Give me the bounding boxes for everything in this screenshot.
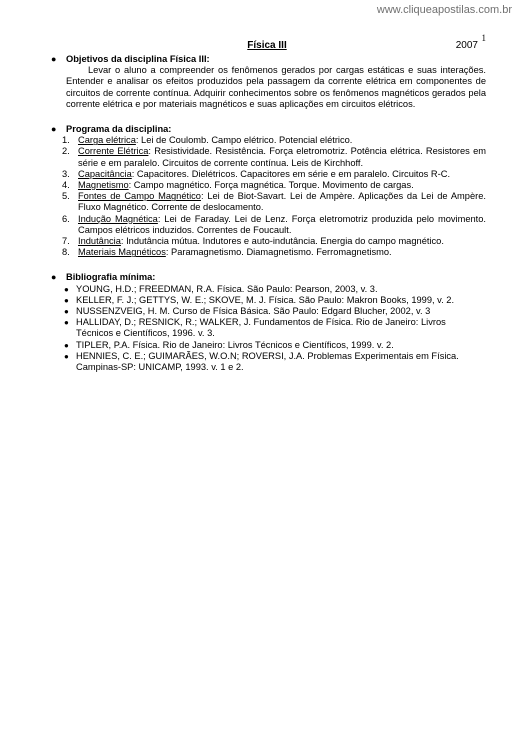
program-topic: Materiais Magnéticos <box>78 247 166 258</box>
program-item <box>62 214 486 236</box>
bibliography-list <box>62 284 486 374</box>
program-section <box>48 124 486 258</box>
reference-text-continuation: Campinas-SP: UNICAMP, 1993. v. 1 e 2. <box>76 362 244 373</box>
item-number: 2. <box>62 146 70 157</box>
page-number: 1 <box>481 33 486 43</box>
program-item <box>62 146 486 168</box>
program-description: : Lei de Coulomb. Campo elétrico. Potencial elétrico. <box>135 135 353 146</box>
program-topic: Fontes de Campo Magnético <box>78 191 201 202</box>
reference-text: KELLER, F. J.; GETTYS, W. E.; SKOVE, M. J. Física. São Paulo: Makron Books, 1999, v. 2. <box>76 294 455 305</box>
bibliography-item <box>62 351 486 373</box>
program-item <box>62 247 486 258</box>
objectives-paragraph: Levar o aluno a compreender os fenômenos gerados por cargas estáticas e suas interações. Entender e analisar os efeitos produzidos pela passagem da corrente elétrica em componentes de circuitos de corrente contínua. Adquirir conhecimentos sobre os fenômenos magnéticos gerados pela corrente elétrica e por materiais magnéticos e suas aplicações em circuitos elétricos. <box>66 65 486 109</box>
bullet-icon: ● <box>64 340 69 350</box>
bibliography-item <box>62 317 486 339</box>
reference-text: TIPLER, P.A. Física. Rio de Janeiro: Livros Técnicos e Científicos, 1999. v. 2. <box>76 339 394 350</box>
title-row <box>48 40 486 54</box>
program-item <box>62 191 486 213</box>
bibliography-heading: Bibliografia mínima: <box>66 272 156 283</box>
document-year: 2007 <box>455 40 478 51</box>
reference-text: HENNIES, C. E.; GUIMARÃES, W.O.N; ROVERSI, J.A. Problemas Experimentais em Física. <box>76 350 459 361</box>
program-topic: Indução Magnética <box>78 213 158 224</box>
program-description: : Indutância mútua. Indutores e auto-indutância. Energia do campo magnético. <box>120 236 444 247</box>
program-description: : Paramagnetismo. Diamagnetismo. Ferromagnetismo. <box>165 247 392 258</box>
bibliography-section <box>48 272 486 373</box>
bibliography-item <box>62 284 486 295</box>
objectives-heading: Objetivos da disciplina Física III: <box>66 54 210 64</box>
program-item <box>62 180 486 191</box>
reference-text: HALLIDAY, D.; RESNICK, R.; WALKER, J. Fundamentos de Física. Rio de Janeiro: Livros <box>76 317 446 328</box>
objectives-text <box>66 65 486 110</box>
bullet-icon: ● <box>64 295 69 305</box>
item-number: 7. <box>62 236 70 247</box>
bullet-icon: ● <box>51 124 57 135</box>
program-list <box>62 135 486 258</box>
bullet-icon: ● <box>64 284 69 294</box>
item-number: 8. <box>62 247 70 258</box>
program-description: : Campo magnético. Força magnética. Torque. Movimento de cargas. <box>128 180 414 191</box>
objectives-section <box>48 54 486 110</box>
program-item <box>62 169 486 180</box>
item-number: 4. <box>62 180 70 191</box>
bullet-icon: ● <box>51 272 57 283</box>
program-topic: Corrente Elétrica <box>78 146 149 157</box>
program-topic: Capacitância <box>78 168 132 179</box>
program-description: : Resistividade. Resistência. Força eletromotriz. Potência elétrica. Resistores em série e em paralelo. Circuitos de corrente contínua. Leis de Kirchhoff. <box>78 146 486 168</box>
bullet-icon: ● <box>64 351 69 361</box>
program-description: : Capacitores. Dielétricos. Capacitores em série e em paralelo. Circuitos R-C. <box>131 168 451 179</box>
program-heading: Programa da disciplina: <box>66 124 172 135</box>
bibliography-item <box>62 340 486 351</box>
item-number: 6. <box>62 213 70 224</box>
page-title: Física III <box>247 40 287 51</box>
program-description: : Lei de Biot-Savart. Lei de Ampère. Aplicações da Lei de Ampère. Fluxo Magnético. Corrente de deslocamento. <box>78 191 486 213</box>
program-item <box>62 236 486 247</box>
bibliography-item <box>62 295 486 306</box>
program-description: : Lei de Faraday. Lei de Lenz. Força eletromotriz produzida pelo movimento. Campos elétricos induzidos. Correntes de Foucault. <box>78 213 487 235</box>
item-number: 1. <box>62 135 70 146</box>
program-topic: Indutância <box>78 236 121 247</box>
bullet-icon: ● <box>64 307 69 317</box>
document-body <box>48 40 486 373</box>
reference-text: NUSSENZVEIG, H. M. Curso de Física Básica. São Paulo: Edgard Blucher, 2002, v. 3 <box>76 306 431 317</box>
reference-text-continuation: Técnicos e Científicos, 1996. v. 3. <box>76 328 215 339</box>
item-number: 5. <box>62 191 70 202</box>
bibliography-item <box>62 306 486 317</box>
item-number: 3. <box>62 168 70 179</box>
program-item <box>62 135 486 146</box>
reference-text: YOUNG, H.D.; FREEDMAN, R.A. Física. São Paulo: Pearson, 2003, v. 3. <box>76 283 378 294</box>
watermark-url: www.cliqueapostilas.com.br <box>376 4 512 16</box>
bullet-icon: ● <box>64 318 69 328</box>
bullet-icon: ● <box>51 54 57 64</box>
program-topic: Carga elétrica <box>78 135 136 146</box>
program-topic: Magnetismo <box>78 180 129 191</box>
